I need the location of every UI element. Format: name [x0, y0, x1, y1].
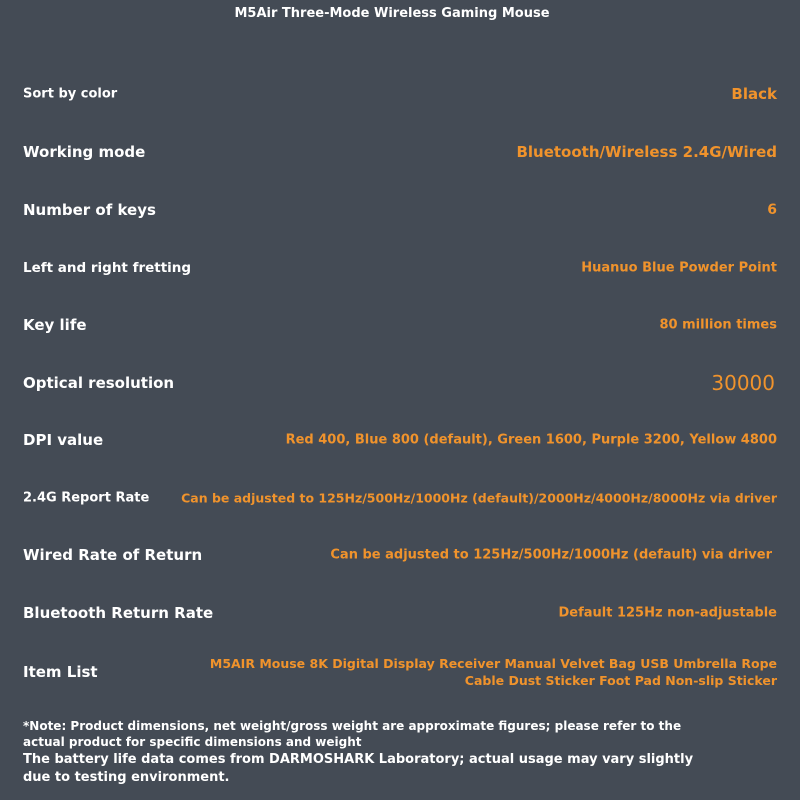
spec-row-24g-rate	[23, 486, 777, 510]
spec-label: Bluetooth Return Rate	[23, 604, 214, 622]
spec-label: Key life	[23, 316, 87, 334]
note-battery: The battery life data comes from DARMOSHARK Laboratory; actual usage may vary slightly due to testing environment.	[23, 752, 694, 785]
notes	[23, 718, 723, 787]
spec-row-working-mode	[23, 140, 777, 164]
spec-value: 80 million times	[659, 317, 777, 333]
spec-value: Red 400, Blue 800 (default), Green 1600, Purple 3200, Yellow 4800	[285, 432, 777, 448]
spec-label: Sort by color	[23, 86, 118, 102]
spec-row-keys	[23, 198, 777, 222]
spec-row-item-list	[23, 656, 777, 688]
spec-label: 2.4G Report Rate	[23, 490, 150, 506]
spec-label: Wired Rate of Return	[23, 546, 203, 564]
spec-value	[167, 655, 777, 689]
spec-value: Can be adjusted to 125Hz/500Hz/1000Hz (default)/2000Hz/4000Hz/8000Hz via driver	[181, 490, 777, 506]
spec-row-key-life	[23, 313, 777, 337]
spec-value: Black	[731, 85, 777, 103]
spec-value: 30000	[711, 371, 775, 395]
spec-label: Working mode	[23, 143, 146, 161]
spec-value: Huanuo Blue Powder Point	[581, 260, 777, 276]
spec-value: Can be adjusted to 125Hz/500Hz/1000Hz (default) via driver	[330, 547, 772, 563]
spec-row-bluetooth-rate	[23, 601, 777, 625]
spec-label: DPI value	[23, 431, 104, 449]
spec-row-fretting	[23, 256, 777, 280]
page-title: M5Air Three-Mode Wireless Gaming Mouse	[234, 6, 550, 21]
spec-row-dpi	[23, 428, 777, 452]
spec-value: 6	[767, 202, 777, 218]
spec-row-color	[23, 82, 777, 106]
spec-label: Left and right fretting	[23, 260, 192, 276]
spec-label: Number of keys	[23, 201, 156, 219]
item-list-text: M5AIR Mouse 8K Digital Display Receiver Manual Velvet Bag USB Umbrella Rope Cable Dust Sticker Foot Pad Non-slip Sticker	[209, 656, 777, 688]
spec-label: Optical resolution	[23, 374, 175, 392]
note-dimensions: *Note: Product dimensions, net weight/gross weight are approximate figures; please refer to the actual product for specific dimensions and weight	[23, 719, 682, 749]
spec-value: Default 125Hz non-adjustable	[558, 605, 777, 621]
spec-row-wired-rate	[23, 543, 777, 567]
spec-row-optical-resolution	[23, 371, 777, 395]
spec-value: Bluetooth/Wireless 2.4G/Wired	[516, 143, 777, 161]
spec-label: Item List	[23, 663, 98, 681]
